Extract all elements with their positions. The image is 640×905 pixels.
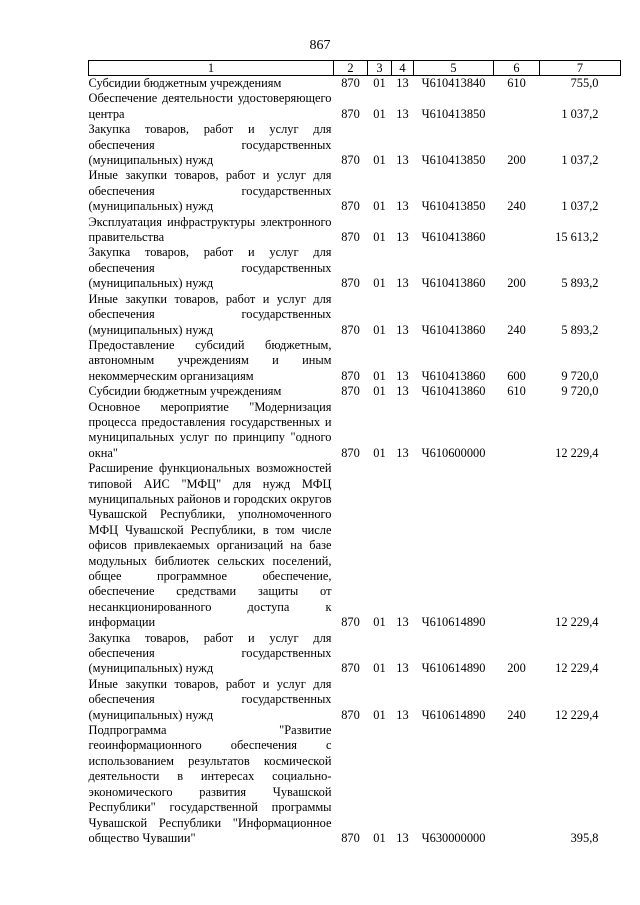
amount-cell: 5 893,2 — [561, 276, 599, 291]
target-article-cell: Ч610614890 — [421, 661, 486, 676]
expense-type-cell: 240 — [507, 199, 526, 214]
section-code-cell: 01 — [373, 276, 386, 291]
row-name-cell: Предоставление субсидий бюджетным, автономным учреждениям и иным некоммерческим организациям — [88, 337, 332, 383]
ministry-code-cell: 870 — [341, 661, 360, 676]
amount-cell: 12 229,4 — [555, 615, 599, 630]
subsection-code-cell: 13 — [396, 76, 409, 90]
ministry-code-cell: 870 — [341, 276, 360, 291]
table-row — [89, 122, 621, 168]
subsection-code-cell: 13 — [396, 830, 409, 845]
table-row — [89, 677, 621, 723]
ministry-code-cell: 870 — [341, 615, 360, 630]
row-name-cell: Подпрограмма "Развитие геоинформационного обеспечения с использованием результатов космической деятельности в интересах социально-экономического развития Чувашской Республики" государственной программы Чувашской Республики "Информационное общество Чувашии" — [88, 723, 332, 845]
ministry-code-cell: 870 — [341, 368, 360, 383]
ministry-code-cell: 870 — [341, 230, 360, 245]
amount-cell: 1 037,2 — [561, 153, 599, 168]
amount-cell: 12 229,4 — [555, 445, 599, 460]
row-name-cell: Эксплуатация инфраструктуры электронного правительства — [88, 214, 332, 245]
header-cell: 6 — [494, 61, 540, 76]
amount-cell: 9 720,0 — [561, 384, 599, 399]
section-code-cell: 01 — [373, 368, 386, 383]
table-row — [89, 338, 621, 384]
section-code-cell: 01 — [373, 322, 386, 337]
expense-type-cell — [494, 723, 540, 846]
subsection-code-cell: 13 — [396, 445, 409, 460]
target-article-cell: Ч610413850 — [421, 106, 486, 121]
target-article-cell: Ч610413840 — [421, 76, 486, 90]
expense-type-cell — [494, 400, 540, 462]
amount-cell: 9 720,0 — [561, 368, 599, 383]
table-row — [89, 723, 621, 846]
target-article-cell: Ч610614890 — [421, 707, 486, 722]
row-name-cell: Закупка товаров, работ и услуг для обеспечения государственных (муниципальных) нужд — [88, 630, 332, 676]
ministry-code-cell: 870 — [341, 199, 360, 214]
ministry-code-cell: 870 — [341, 106, 360, 121]
subsection-code-cell: 13 — [396, 322, 409, 337]
amount-cell: 12 229,4 — [555, 707, 599, 722]
row-name-cell: Иные закупки товаров, работ и услуг для обеспечения государственных (муниципальных) нужд — [88, 291, 332, 337]
ministry-code-cell: 870 — [341, 153, 360, 168]
header-cell: 4 — [392, 61, 414, 76]
amount-cell: 5 893,2 — [561, 322, 599, 337]
ministry-code-cell: 870 — [341, 76, 360, 90]
table-row — [89, 461, 621, 630]
expense-type-cell — [494, 461, 540, 630]
expense-type-cell: 610 — [507, 76, 526, 90]
table-row — [89, 76, 621, 92]
amount-cell: 1 037,2 — [561, 199, 599, 214]
expense-type-cell: 200 — [507, 276, 526, 291]
ministry-code-cell: 870 — [341, 445, 360, 460]
target-article-cell: Ч630000000 — [421, 830, 486, 845]
target-article-cell: Ч610413850 — [421, 199, 486, 214]
expense-type-cell: 200 — [507, 661, 526, 676]
table-row — [89, 215, 621, 246]
subsection-code-cell: 13 — [396, 230, 409, 245]
header-cell: 2 — [334, 61, 368, 76]
row-name-cell: Иные закупки товаров, работ и услуг для обеспечения государственных (муниципальных) нужд — [88, 676, 332, 722]
subsection-code-cell: 13 — [396, 199, 409, 214]
section-code-cell: 01 — [373, 830, 386, 845]
ministry-code-cell: 870 — [341, 384, 360, 399]
section-code-cell: 01 — [373, 199, 386, 214]
subsection-code-cell: 13 — [396, 384, 409, 399]
target-article-cell: Ч610413860 — [421, 322, 486, 337]
table-row — [89, 400, 621, 462]
target-article-cell: Ч610413860 — [421, 368, 486, 383]
table-row — [89, 384, 621, 399]
ministry-code-cell: 870 — [341, 830, 360, 845]
subsection-code-cell: 13 — [396, 276, 409, 291]
header-cell: 3 — [368, 61, 392, 76]
expense-type-cell: 610 — [507, 384, 526, 399]
target-article-cell: Ч610413860 — [421, 276, 486, 291]
section-code-cell: 01 — [373, 384, 386, 399]
subsection-code-cell: 13 — [396, 707, 409, 722]
table-row — [89, 168, 621, 214]
section-code-cell: 01 — [373, 153, 386, 168]
expense-type-cell — [494, 91, 540, 122]
table-header-row — [89, 61, 621, 76]
target-article-cell: Ч610413860 — [421, 384, 486, 399]
section-code-cell: 01 — [373, 707, 386, 722]
expense-type-cell: 240 — [507, 322, 526, 337]
table-row — [89, 245, 621, 291]
row-name-cell: Обеспечение деятельности удостоверяющего центра — [88, 91, 332, 121]
amount-cell: 755,0 — [570, 76, 599, 90]
subsection-code-cell: 13 — [396, 153, 409, 168]
subsection-code-cell: 13 — [396, 661, 409, 676]
row-name-cell: Закупка товаров, работ и услуг для обеспечения государственных (муниципальных) нужд — [88, 122, 332, 168]
row-name-cell: Закупка товаров, работ и услуг для обеспечения государственных (муниципальных) нужд — [88, 245, 332, 291]
target-article-cell: Ч610413850 — [421, 153, 486, 168]
section-code-cell: 01 — [373, 661, 386, 676]
row-name-cell: Субсидии бюджетным учреждениям — [88, 384, 282, 399]
section-code-cell: 01 — [373, 445, 386, 460]
budget-table — [88, 60, 621, 846]
expense-type-cell: 200 — [507, 153, 526, 168]
table-row — [89, 292, 621, 338]
row-name-cell: Иные закупки товаров, работ и услуг для обеспечения государственных (муниципальных) нужд — [88, 168, 332, 214]
table-row — [89, 91, 621, 122]
ministry-code-cell: 870 — [341, 322, 360, 337]
section-code-cell: 01 — [373, 106, 386, 121]
table-row — [89, 631, 621, 677]
row-name-cell: Основное мероприятие "Модернизация процесса предоставления государственных и муниципальных услуг по принципу "одного окна" — [88, 399, 332, 460]
header-cell: 7 — [540, 61, 621, 76]
amount-cell: 12 229,4 — [555, 661, 599, 676]
row-name-cell: Расширение функциональных возможностей типовой АИС "МФЦ" для нужд МФЦ муниципальных районов и городских округов Чувашской Республики, уполномоченного МФЦ Чувашской Республики, в том числе офисов привлекаемых организаций на базе модульных библиотек сельских поселений, общее программное обеспечение, обеспечение средствами защиты от несанкционированного доступа к информации — [88, 461, 332, 630]
header-cell: 5 — [414, 61, 494, 76]
target-article-cell: Ч610614890 — [421, 615, 486, 630]
subsection-code-cell: 13 — [396, 106, 409, 121]
expense-type-cell — [494, 215, 540, 246]
expense-type-cell: 600 — [507, 368, 526, 383]
amount-cell: 15 613,2 — [555, 230, 599, 245]
expense-type-cell: 240 — [507, 707, 526, 722]
ministry-code-cell: 870 — [341, 707, 360, 722]
page-number: 867 — [309, 38, 331, 53]
target-article-cell: Ч610600000 — [421, 445, 486, 460]
amount-cell: 1 037,2 — [561, 106, 599, 121]
row-name-cell: Субсидии бюджетным учреждениям — [88, 76, 282, 90]
header-cell: 1 — [89, 61, 334, 76]
section-code-cell: 01 — [373, 615, 386, 630]
subsection-code-cell: 13 — [396, 615, 409, 630]
subsection-code-cell: 13 — [396, 368, 409, 383]
target-article-cell: Ч610413860 — [421, 230, 486, 245]
section-code-cell: 01 — [373, 230, 386, 245]
amount-cell: 395,8 — [570, 830, 599, 845]
section-code-cell: 01 — [373, 76, 386, 90]
